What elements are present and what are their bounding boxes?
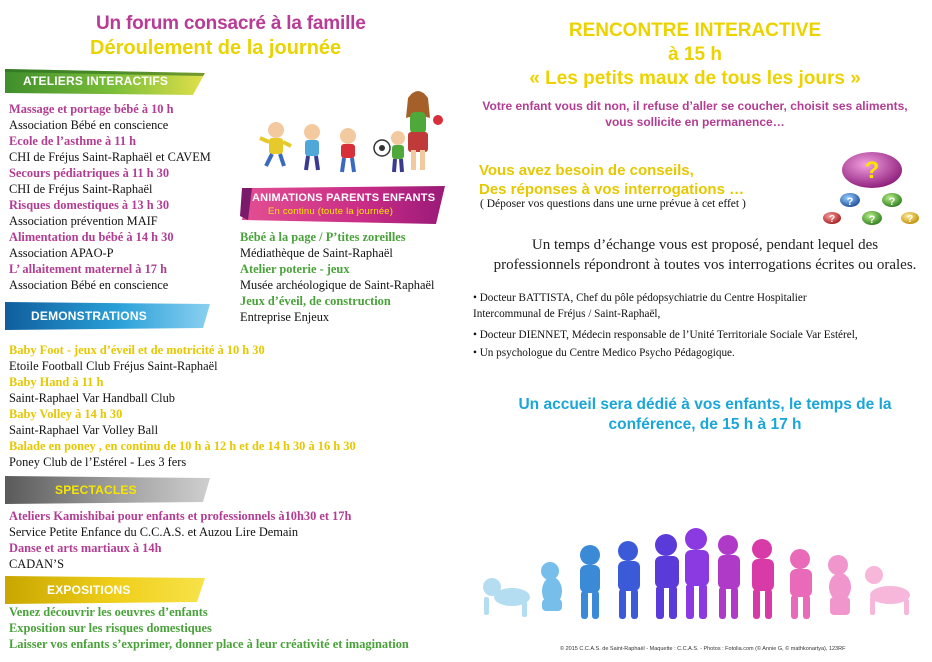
spectacles-title: SPECTACLES (55, 483, 137, 497)
demonstrations-title: DEMONSTRATIONS (31, 309, 147, 323)
besoin-block (479, 161, 744, 199)
svg-text:?: ? (864, 157, 880, 184)
child-silhouette (618, 541, 640, 619)
child-silhouette (580, 545, 600, 619)
animations-title: ANIMATIONS PARENTS ENFANTS (252, 192, 436, 204)
demonstrations-list (9, 342, 356, 470)
list-item: Médiathèque de Saint-Raphaël (240, 246, 393, 260)
echange-block (470, 235, 932, 275)
animations-subtitle: En continu (toute la journée) (268, 206, 394, 217)
child-silhouette (718, 535, 740, 619)
ateliers-list (9, 101, 211, 293)
list-item: CHI de Fréjus Saint-Raphaël et CAVEM (9, 150, 211, 164)
list-item: • Un psychologue du Centre Medico Psycho Pédagogique. (473, 347, 735, 359)
list-item: CADAN’S (9, 557, 65, 571)
list-item: Risques domestiques à 13 h 30 (9, 198, 170, 212)
child-silhouette (655, 534, 679, 619)
list-item: Musée archéologique de Saint-Raphaël (240, 278, 435, 292)
ateliers-banner (5, 67, 210, 97)
svg-text:?: ? (906, 214, 914, 225)
intro-line-1: Votre enfant vous dit non, il refuse d’aller se coucher, choisit ses aliments, (482, 99, 908, 113)
question-marks-icon (820, 148, 922, 228)
list-item: Secours pédiatriques à 11 h 30 (9, 166, 170, 180)
intro-line-2: vous sollicite en permanence… (605, 115, 785, 129)
spectacles-banner (5, 474, 215, 504)
header-line-1: Un forum consacré à la famille (96, 13, 366, 34)
echange-line-2: professionnels répondront à toutes vos interrogations écrites ou orales. (493, 257, 917, 273)
accueil-block (470, 395, 932, 435)
list-item: Bébé à la page / P’tites zoreilles (240, 230, 406, 244)
list-item: Baby Foot - jeux d’éveil et de motricité à 10 h 30 (9, 343, 265, 357)
list-item: Exposition sur les risques domestiques (9, 621, 212, 635)
accueil-line-2: conférence, de 15 h à 17 h (608, 416, 802, 433)
svg-text:?: ? (828, 214, 836, 225)
list-item: Poney Club de l’Estérel - Les 3 fers (9, 455, 187, 469)
expositions-list (9, 604, 409, 652)
list-item: Atelier poterie - jeux (240, 262, 350, 276)
child-silhouette (483, 578, 530, 617)
list-item: Association prévention MAIF (9, 214, 158, 228)
list-item: Intercommunal de Fréjus / Saint-Raphaël, (473, 308, 661, 320)
list-item: Baby Hand à 11 h (9, 375, 104, 389)
child-silhouette (828, 555, 851, 615)
spectacles-list (9, 508, 351, 572)
list-item: Entreprise Enjeux (240, 310, 330, 324)
child-silhouette (790, 549, 812, 619)
rencontre-intro (470, 98, 920, 130)
svg-text:?: ? (846, 196, 854, 208)
list-item: Service Petite Enfance du C.C.A.S. et Auzou Lire Demain (9, 525, 299, 539)
child-silhouette (541, 562, 562, 611)
list-item: Saint-Raphael Var Volley Ball (9, 423, 159, 437)
besoin-note: ( Déposer vos questions dans une urne prévue à cet effet ) (480, 198, 746, 210)
professionals-list (473, 290, 858, 361)
family-illustration (258, 84, 458, 184)
list-item: Danse et arts martiaux à 14h (9, 541, 162, 555)
list-item: Balade en poney , en continu de 10 h à 12 h et de 14 h 30 à 16 h 30 (9, 439, 356, 453)
ateliers-title: ATELIERS INTERACTIFS (23, 74, 169, 88)
list-item: Alimentation du bébé à 14 h 30 (9, 230, 174, 244)
animations-list (240, 229, 434, 325)
svg-text:?: ? (868, 214, 876, 226)
footer-credits: © 2015 C.C.A.S. de Saint-Raphaël - Maquette : C.C.A.S. - Photos : Fotolia.com (© Annie G, © mathkonartya), 123RF (560, 646, 846, 652)
list-item: L’ allaitement maternel à 17 h (9, 262, 167, 276)
rencontre-title: RENCONTRE INTERACTIVE (568, 20, 822, 41)
child-silhouette (752, 539, 774, 619)
list-item: Ateliers Kamishibai pour enfants et professionnels à10h30 et 17h (9, 509, 352, 523)
list-item: Association Bébé en conscience (9, 278, 169, 292)
list-item: Laisser vos enfants s’exprimer, donner place à leur créativité et imagination (9, 637, 409, 651)
expositions-banner (5, 574, 210, 604)
svg-text:?: ? (888, 196, 896, 208)
rencontre-time: à 15 h (668, 44, 722, 65)
list-item: Massage et portage bébé à 10 h (9, 102, 174, 116)
list-item: Etoile Football Club Fréjus Saint-Raphaël (9, 359, 218, 373)
animations-banner (240, 184, 448, 228)
list-item: Association Bébé en conscience (9, 118, 169, 132)
accueil-line-1: Un accueil sera dédié à vos enfants, le temps de la (518, 396, 892, 413)
expositions-title: EXPOSITIONS (47, 583, 131, 597)
children-silhouettes (470, 525, 930, 625)
list-item: CHI de Fréjus Saint-Raphaël (9, 182, 153, 196)
child-silhouette (685, 528, 709, 619)
list-item: Association APAO-P (9, 246, 114, 260)
child-silhouette (865, 566, 910, 615)
besoin-line-1: Vous avez besoin de conseils, (479, 162, 694, 179)
demonstrations-banner (5, 300, 215, 330)
list-item: Saint-Raphael Var Handball Club (9, 391, 175, 405)
list-item: Venez découvrir les oeuvres d’enfants (9, 605, 208, 619)
list-item: Baby Volley à 14 h 30 (9, 407, 123, 421)
header-line-2: Déroulement de la journée (90, 37, 342, 59)
besoin-line-2: Des réponses à vos interrogations … (479, 181, 745, 198)
list-item: Jeux d’éveil, de construction (240, 294, 391, 308)
rencontre-subtitle: « Les petits maux de tous les jours » (529, 68, 861, 89)
list-item: Ecole de l’asthme à 11 h (9, 134, 136, 148)
echange-line-1: Un temps d’échange vous est proposé, pendant lequel des (531, 237, 879, 253)
list-item: • Docteur BATTISTA, Chef du pôle pédopsychiatrie du Centre Hospitalier (473, 292, 807, 304)
list-item: • Docteur DIENNET, Médecin responsable de l’Unité Territoriale Sociale Var Estérel, (473, 329, 858, 341)
